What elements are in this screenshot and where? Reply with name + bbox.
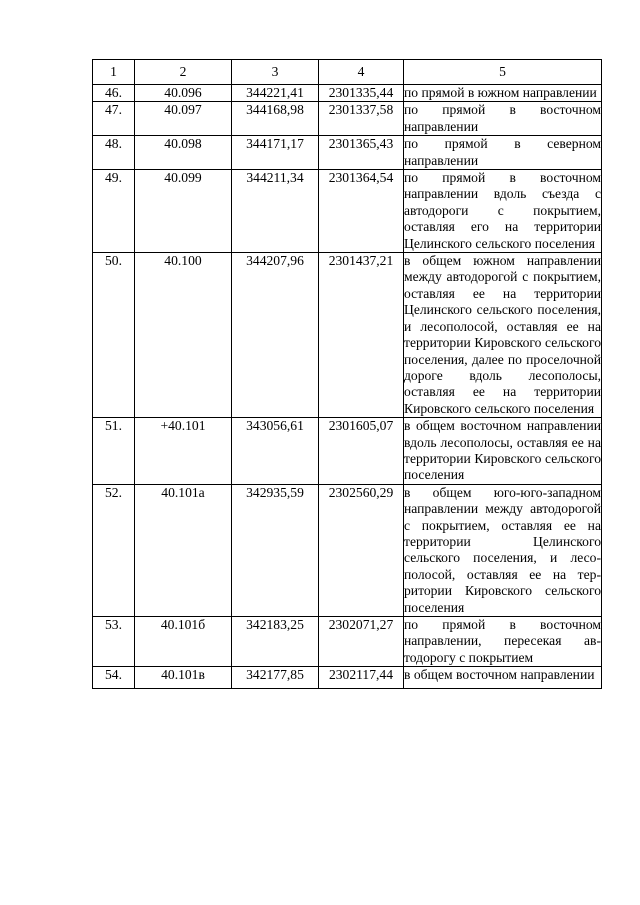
direction-description: по прямой в восточном направлении, пересекая автодорогу с покрытием	[404, 617, 601, 665]
table-row	[93, 136, 602, 170]
point-id: 40.098	[135, 136, 232, 170]
row-number: 52.	[93, 484, 135, 616]
table-row	[93, 170, 602, 253]
coordinate-y: 2301605,07	[319, 418, 404, 485]
row-number: 51.	[93, 418, 135, 485]
point-id: 40.097	[135, 102, 232, 136]
coordinate-x: 344168,98	[232, 102, 319, 136]
table-row	[93, 484, 602, 616]
direction-description: в общем южном направлении между автодорогой с покрытием, оставляя ее на территории Целинского сельского поселения, и лесополосой, оставляя ее на территории Кировского сельского поселения, далее по проселочной дороге вдоль лесополосы, оставляя ее на территории Кировского сельского поселения	[404, 253, 601, 416]
table-row	[93, 617, 602, 667]
row-number: 50.	[93, 253, 135, 418]
coordinate-x: 342935,59	[232, 484, 319, 616]
direction-description: в общем юго-юго-западном направлении между автодорогой с покрытием, оставляя ее на территории Целинского сельского поселения, и лесополосой, оставляя ее на территории Кировского сельского поселения	[404, 484, 601, 615]
coordinate-x: 342183,25	[232, 617, 319, 667]
row-number: 48.	[93, 136, 135, 170]
direction-description: в общем восточном направлении	[404, 667, 602, 688]
direction-description: по прямой в северном направлении	[404, 136, 601, 168]
point-id: 40.099	[135, 170, 232, 253]
row-number: 54.	[93, 667, 135, 688]
direction-description: по прямой в восточном направлении	[404, 102, 601, 134]
table-row	[93, 418, 602, 485]
coordinate-y: 2301364,54	[319, 170, 404, 253]
point-id: 40.101б	[135, 617, 232, 667]
point-id: 40.100	[135, 253, 232, 418]
row-number: 49.	[93, 170, 135, 253]
coordinate-y: 2301437,21	[319, 253, 404, 418]
coordinate-y: 2302117,44	[319, 667, 404, 688]
row-number: 47.	[93, 102, 135, 136]
table-row	[93, 85, 602, 102]
row-number: 53.	[93, 617, 135, 667]
coordinate-y: 2302560,29	[319, 484, 404, 616]
coordinate-x: 344211,34	[232, 170, 319, 253]
coordinate-x: 344207,96	[232, 253, 319, 418]
column-header-y: 4	[319, 60, 404, 85]
coordinate-y: 2301337,58	[319, 102, 404, 136]
point-id: +40.101	[135, 418, 232, 485]
coordinate-x: 343056,61	[232, 418, 319, 485]
direction-description: по прямой в восточном направлении вдоль съезда с автодороги с покрытием, оставляя его на территории Целинского сельского поселения	[404, 170, 601, 251]
column-header-point: 2	[135, 60, 232, 85]
table-row	[93, 667, 602, 688]
row-number: 46.	[93, 85, 135, 102]
coordinate-x: 342177,85	[232, 667, 319, 688]
point-id: 40.096	[135, 85, 232, 102]
coordinate-x: 344171,17	[232, 136, 319, 170]
table-row	[93, 253, 602, 418]
column-header-description: 5	[404, 60, 602, 85]
table-row	[93, 102, 602, 136]
column-header-number: 1	[93, 60, 135, 85]
point-id: 40.101в	[135, 667, 232, 688]
coordinate-y: 2301335,44	[319, 85, 404, 102]
direction-description: в общем восточном направлении вдоль лесополосы, оставляя ее на территории Кировского сельского поселения	[404, 418, 601, 483]
table-header-row	[93, 60, 602, 85]
direction-description: по прямой в южном направлении	[404, 85, 602, 102]
coordinate-y: 2302071,27	[319, 617, 404, 667]
coordinate-x: 344221,41	[232, 85, 319, 102]
boundary-table	[92, 59, 602, 689]
point-id: 40.101а	[135, 484, 232, 616]
column-header-x: 3	[232, 60, 319, 85]
coordinate-y: 2301365,43	[319, 136, 404, 170]
